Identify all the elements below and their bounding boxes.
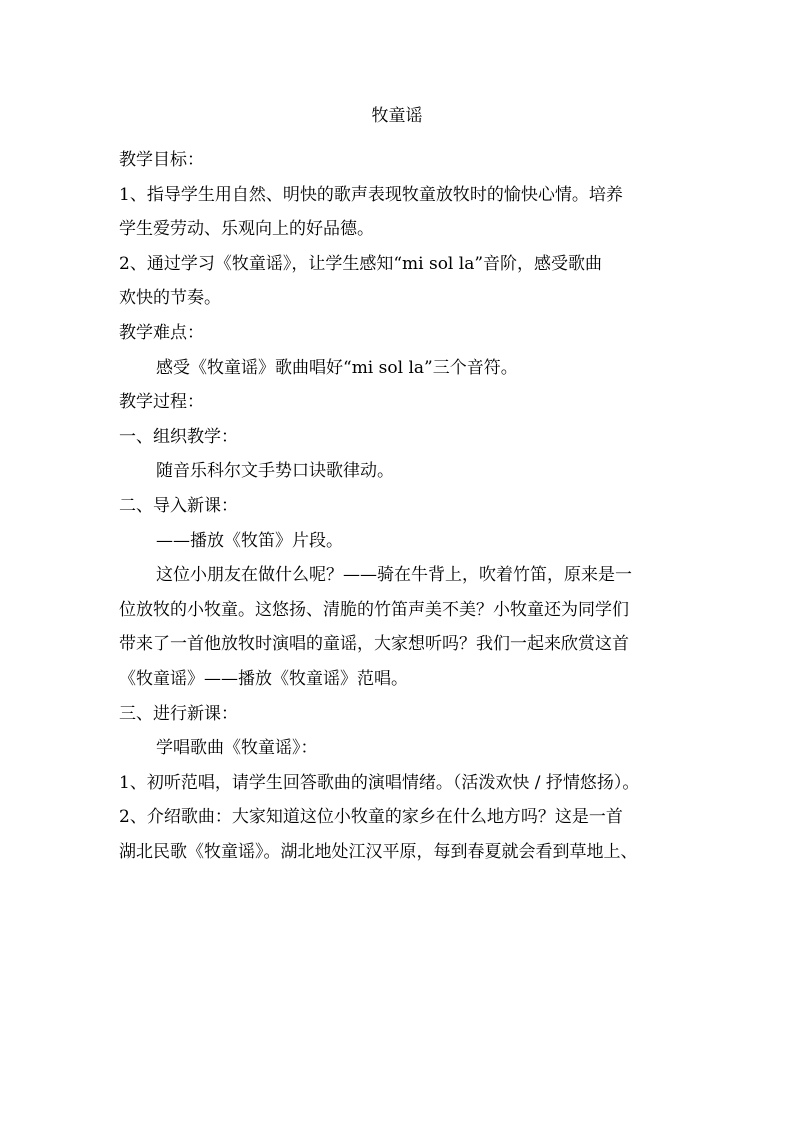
document-body: [119, 148, 679, 874]
text-line: 2、介绍歌曲：大家知道这位小牧童的家乡在什么地方吗？这是一首: [119, 807, 623, 828]
text-line: 三、进行新课：: [119, 703, 238, 724]
text-line: 位放牧的小牧童。这悠扬、清脆的竹笛声美不美？小牧童还为同学们: [119, 599, 629, 620]
text-line: 学唱歌曲《牧童谣》：: [156, 738, 318, 759]
text-line: 一、组织教学：: [119, 426, 238, 447]
text-line: 带来了一首他放牧时演唱的童谣，大家想听吗？我们一起来欣赏这首: [119, 634, 629, 655]
text-line: 欢快的节奏。: [119, 288, 221, 309]
text-line: 湖北民歌《牧童谣》。湖北地处江汉平原，每到春夏就会看到草地上、: [119, 841, 638, 862]
document-title: 牧童谣: [371, 106, 423, 126]
text-line: 教学难点：: [119, 322, 204, 343]
text-line: ——播放《牧笛》片段。: [156, 530, 343, 551]
text-line: 这位小朋友在做什么呢？——骑在牛背上，吹着竹笛，原来是一: [156, 565, 632, 586]
text-line: 2、通过学习《牧童谣》，让学生感知“mi sol la”音阶，感受歌曲: [119, 253, 603, 274]
text-line: 感受《牧童谣》歌曲唱好“mi sol la”三个音符。: [156, 357, 518, 378]
text-line: 1、指导学生用自然、明快的歌声表现牧童放牧时的愉快心情。培养: [119, 184, 623, 205]
text-line: 二、导入新课：: [119, 495, 238, 516]
text-line: 随音乐科尔文手势口诀歌律动。: [156, 461, 394, 482]
text-line: 1、初听范唱，请学生回答歌曲的演唱情绪。（活泼欢快 / 抒情悠扬）。: [119, 772, 640, 793]
text-line: 学生爱劳动、乐观向上的好品德。: [119, 219, 374, 240]
text-line: 《牧童谣》——播放《牧童谣》范唱。: [119, 668, 408, 689]
text-line: 教学过程：: [119, 392, 204, 413]
text-line: 教学目标：: [119, 150, 204, 170]
